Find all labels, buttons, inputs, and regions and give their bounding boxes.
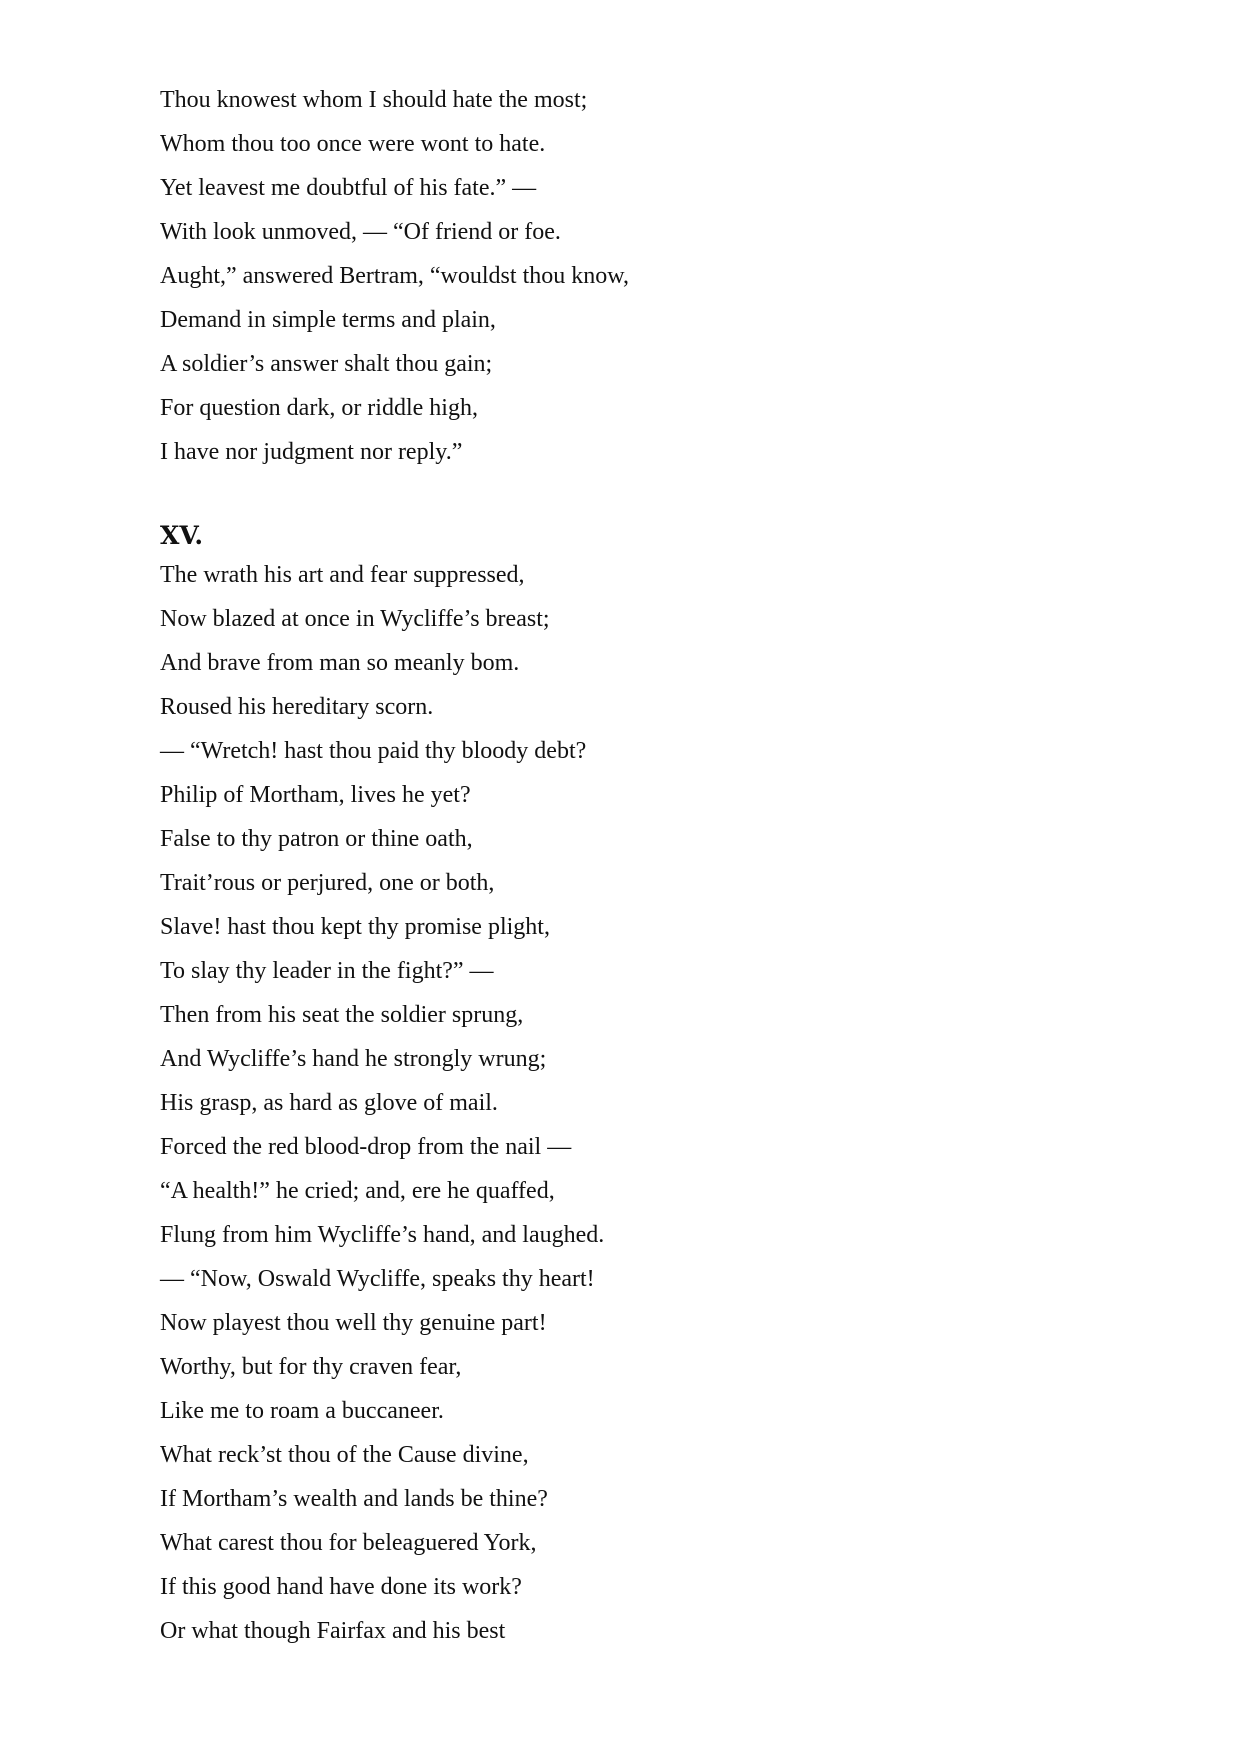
verse-line: And brave from man so meanly bom.	[160, 650, 520, 676]
verse-line: His grasp, as hard as glove of mail.	[160, 1090, 498, 1116]
verse-line: Demand in simple terms and plain,	[160, 307, 496, 333]
verse-line: Whom thou too once were wont to hate.	[160, 131, 546, 157]
verse-line: Thou knowest whom I should hate the most;	[160, 87, 588, 113]
verse-line: Roused his hereditary scorn.	[160, 694, 434, 720]
verse-line: If Mortham’s wealth and lands be thine?	[160, 1486, 548, 1512]
verse-line: “A health!” he cried; and, ere he quaffed,	[160, 1178, 555, 1204]
verse-line: Trait’rous or perjured, one or both,	[160, 870, 495, 896]
verse-line: A soldier’s answer shalt thou gain;	[160, 351, 493, 377]
verse-line: Flung from him Wycliffe’s hand, and laughed.	[160, 1222, 605, 1248]
verse-line: Like me to roam a buccaneer.	[160, 1398, 444, 1424]
verse-line: With look unmoved, — “Of friend or foe.	[160, 219, 561, 245]
verse-line: Or what though Fairfax and his best	[160, 1618, 506, 1644]
verse-line: What reck’st thou of the Cause divine,	[160, 1442, 529, 1468]
verse-line: If this good hand have done its work?	[160, 1574, 522, 1600]
section-heading: XV.	[160, 521, 204, 550]
stanza-spacer	[160, 474, 1160, 521]
verse-line: False to thy patron or thine oath,	[160, 826, 473, 852]
section-xv	[160, 521, 1160, 1653]
verse-line: Forced the red blood-drop from the nail —	[160, 1134, 572, 1160]
verse-line: What carest thou for beleaguered York,	[160, 1530, 537, 1556]
stanza-continued	[160, 78, 1160, 474]
verse-line: For question dark, or riddle high,	[160, 395, 478, 421]
verse-line: — “Wretch! hast thou paid thy bloody debt?	[160, 738, 587, 764]
verse-line: Then from his seat the soldier sprung,	[160, 1002, 524, 1028]
verse-line: Aught,” answered Bertram, “wouldst thou know,	[160, 263, 630, 289]
verse-line: Now blazed at once in Wycliffe’s breast;	[160, 606, 550, 632]
verse-line: And Wycliffe’s hand he strongly wrung;	[160, 1046, 547, 1072]
verse-line: Worthy, but for thy craven fear,	[160, 1354, 462, 1380]
verse-line: Slave! hast thou kept thy promise plight,	[160, 914, 550, 940]
verse-line: The wrath his art and fear suppressed,	[160, 562, 525, 588]
document-page	[160, 78, 1160, 1653]
verse-line: Yet leavest me doubtful of his fate.” —	[160, 175, 537, 201]
verse-line: Now playest thou well thy genuine part!	[160, 1310, 547, 1336]
verse-line: I have nor judgment nor reply.”	[160, 439, 463, 465]
verse-line: — “Now, Oswald Wycliffe, speaks thy heart!	[160, 1266, 595, 1292]
verse-line: Philip of Mortham, lives he yet?	[160, 782, 471, 808]
verse-line: To slay thy leader in the fight?” —	[160, 958, 494, 984]
